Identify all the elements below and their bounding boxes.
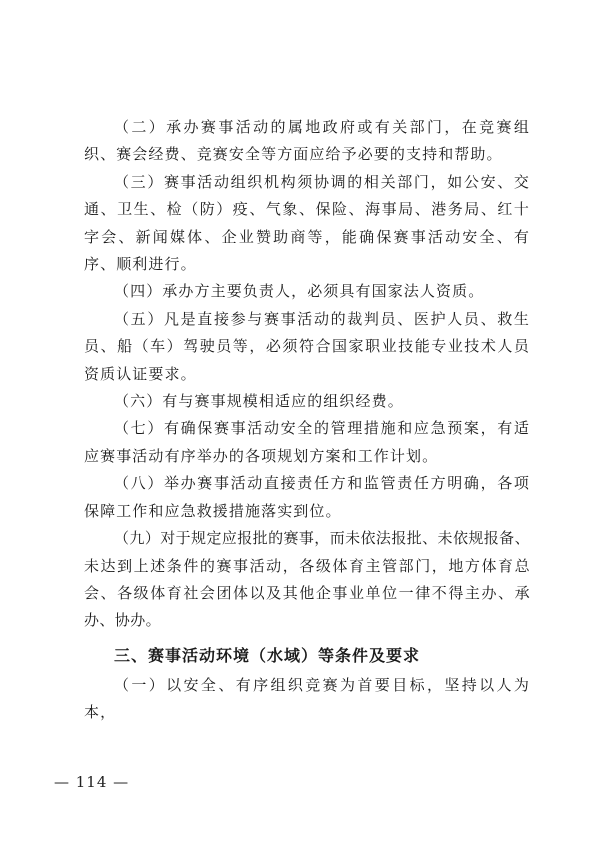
paragraph-9: （九）对于规定应报批的赛事，而未依法报批、未依规报备、未达到上述条件的赛事活动，各级体育主管部门，地方体育总会、各级体育社会团体以及其他企事业单位一律不得主办、承办、协办。 [84,529,530,630]
paragraph-5: （五）凡是直接参与赛事活动的裁判员、医护人员、救生员、船（车）驾驶员等，必须符合国家职业技能专业技术人员资质认证要求。 [84,309,530,383]
paragraph-6: （六）有与赛事规模相适应的组织经费。 [114,392,404,411]
document-body [84,114,530,727]
section-heading: 三、赛事活动环境（水域）等条件及要求 [114,645,421,665]
paragraph-8: （八）举办赛事活动直接责任方和监管责任方明确，各项保障工作和应急救援措施落实到位。 [84,474,530,520]
paragraph-last: （一）以安全、有序组织竞赛为首要目标，坚持以人为本， [84,675,530,722]
paragraph-3: （三）赛事活动组织机构须协调的相关部门，如公安、交通、卫生、检（防）疫、气象、保险、海事局、港务局、红十字会、新闻媒体、企业赞助商等，能确保赛事活动安全、有序、顺利进行。 [84,172,530,274]
paragraph-7: （七）有确保赛事活动安全的管理措施和应急预案，有适应赛事活动有序举办的各项规划方案和工作计划。 [84,419,530,465]
paragraph-4: （四）承办方主要负责人，必须具有国家法人资质。 [114,282,485,301]
paragraph-2: （二）承办赛事活动的属地政府或有关部门，在竞赛组织、赛会经费、竞赛安全等方面应给予必要的支持和帮助。 [84,118,530,164]
page-number: — 114 — [54,773,130,791]
